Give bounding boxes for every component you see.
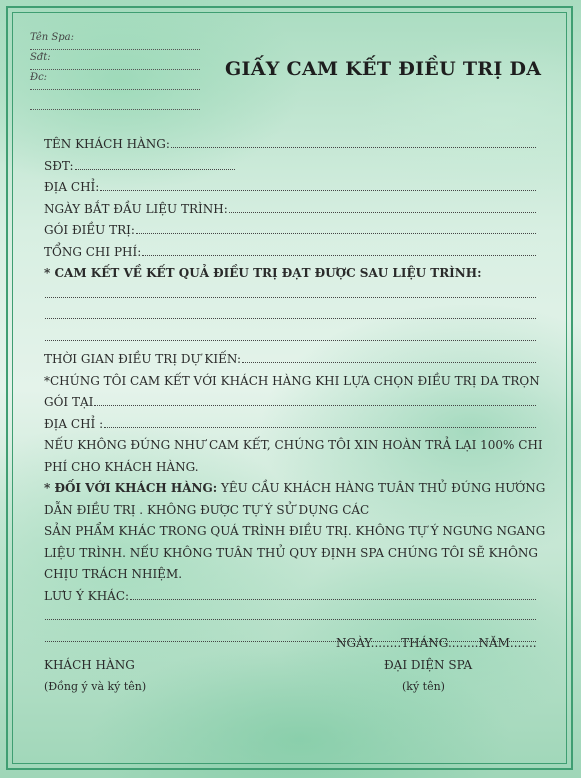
field-label: LƯU Ý KHÁC: [44, 588, 130, 603]
field-label: ĐỊA CHỈ: [44, 180, 100, 194]
field-label: ĐỊA CHỈ : [44, 416, 104, 431]
customer-obligation-line-1 [44, 478, 546, 500]
fill-line[interactable] [104, 415, 536, 428]
fill-line[interactable] [94, 393, 536, 406]
result-line-3[interactable] [44, 328, 536, 350]
field-label: TÊN KHÁCH HÀNG: [44, 137, 170, 151]
fill-line[interactable] [45, 306, 536, 319]
refund-line-1: NẾU KHÔNG ĐÚNG NHƯ CAM KẾT, CHÚNG TÔI XIN HOÀN TRẢ LẠI 100% CHI [44, 438, 543, 452]
duration-field[interactable] [44, 349, 536, 371]
refund-line-2: PHÍ CHO KHÁCH HÀNG. [44, 459, 199, 474]
customer-signature-note: (Đồng ý và ký tên) [44, 680, 147, 693]
fill-line[interactable] [45, 607, 536, 620]
document-title: GIẤY CAM KẾT ĐIỀU TRỊ DA [225, 58, 542, 80]
notes-line-2[interactable] [44, 607, 536, 629]
address-field[interactable] [44, 177, 536, 199]
form-body [44, 134, 546, 650]
customer-name-field[interactable] [44, 134, 536, 156]
customer-obligation-line-4: LIỆU TRÌNH. NẾU KHÔNG TUÂN THỦ QUY ĐỊNH SPA CHÚNG TÔI SẼ KHÔNG [44, 545, 539, 560]
fill-line[interactable] [45, 285, 536, 298]
fill-line[interactable] [242, 350, 536, 363]
customer-obligation-line-2: DẪN ĐIỀU TRỊ . KHÔNG ĐƯỢC TỰ Ý SỬ DỤNG CÁC [44, 502, 370, 517]
fill-line[interactable] [142, 243, 536, 256]
field-label: GÓI ĐIỀU TRỊ: [44, 223, 135, 237]
fill-line[interactable] [171, 135, 536, 148]
fill-line[interactable] [100, 178, 536, 191]
phone-field[interactable] [44, 156, 536, 178]
fill-line[interactable] [75, 157, 235, 170]
package-field[interactable] [44, 220, 536, 242]
customer-obligation-heading: * ĐỐI VỚI KHÁCH HÀNG: [44, 481, 218, 495]
spa-rep-signature-label: ĐẠI DIỆN SPA [384, 658, 473, 672]
field-label: SĐT: [44, 158, 74, 173]
field-label: GÓI TẠI [44, 395, 94, 409]
spa-extra-field[interactable] [30, 90, 200, 110]
start-date-field[interactable] [44, 199, 536, 221]
spa-rep-signature-note: (ký tên) [402, 680, 445, 693]
customer-obligation-text: YÊU CẦU KHÁCH HÀNG TUÂN THỦ ĐÚNG HƯỚNG [217, 481, 546, 495]
signing-date[interactable]: NGÀY........THÁNG........NĂM....... [336, 636, 537, 650]
fill-line[interactable] [229, 200, 536, 213]
spa-address-field[interactable]: Đc: [30, 70, 200, 90]
spa-info-block [30, 30, 200, 110]
spa-phone-field[interactable]: Sđt: [30, 50, 200, 70]
field-label: NGÀY BẮT ĐẦU LIỆU TRÌNH: [44, 201, 228, 216]
customer-signature-label: KHÁCH HÀNG [44, 658, 135, 672]
result-heading: * CAM KẾT VỀ KẾT QUẢ ĐIỀU TRỊ ĐẠT ĐƯỢC SAU LIỆU TRÌNH: [44, 266, 482, 280]
fill-line[interactable] [136, 221, 536, 234]
commitment-spa-field[interactable] [44, 392, 536, 414]
fill-line[interactable] [130, 587, 536, 600]
field-label: TỔNG CHI PHÍ: [44, 244, 142, 259]
notes-field[interactable] [44, 586, 536, 608]
spa-name-field[interactable]: Tên Spa: [30, 30, 200, 50]
customer-obligation-line-5: CHỊU TRÁCH NHIỆM. [44, 567, 183, 581]
field-label: THỜI GIAN ĐIỀU TRỊ DỰ KIẾN: [44, 352, 242, 366]
fill-line[interactable] [45, 328, 536, 341]
commitment-address-field[interactable] [44, 414, 536, 436]
result-line-2[interactable] [44, 306, 536, 328]
commitment-line-1: *CHÚNG TÔI CAM KẾT VỚI KHÁCH HÀNG KHI LỰA CHỌN ĐIỀU TRỊ DA TRỌN [44, 373, 540, 388]
result-line-1[interactable] [44, 285, 536, 307]
customer-obligation-line-3: SẢN PHẨM KHÁC TRONG QUÁ TRÌNH ĐIỀU TRỊ. KHÔNG TỰ Ý NGƯNG NGANG [44, 524, 546, 538]
total-cost-field[interactable] [44, 242, 536, 264]
